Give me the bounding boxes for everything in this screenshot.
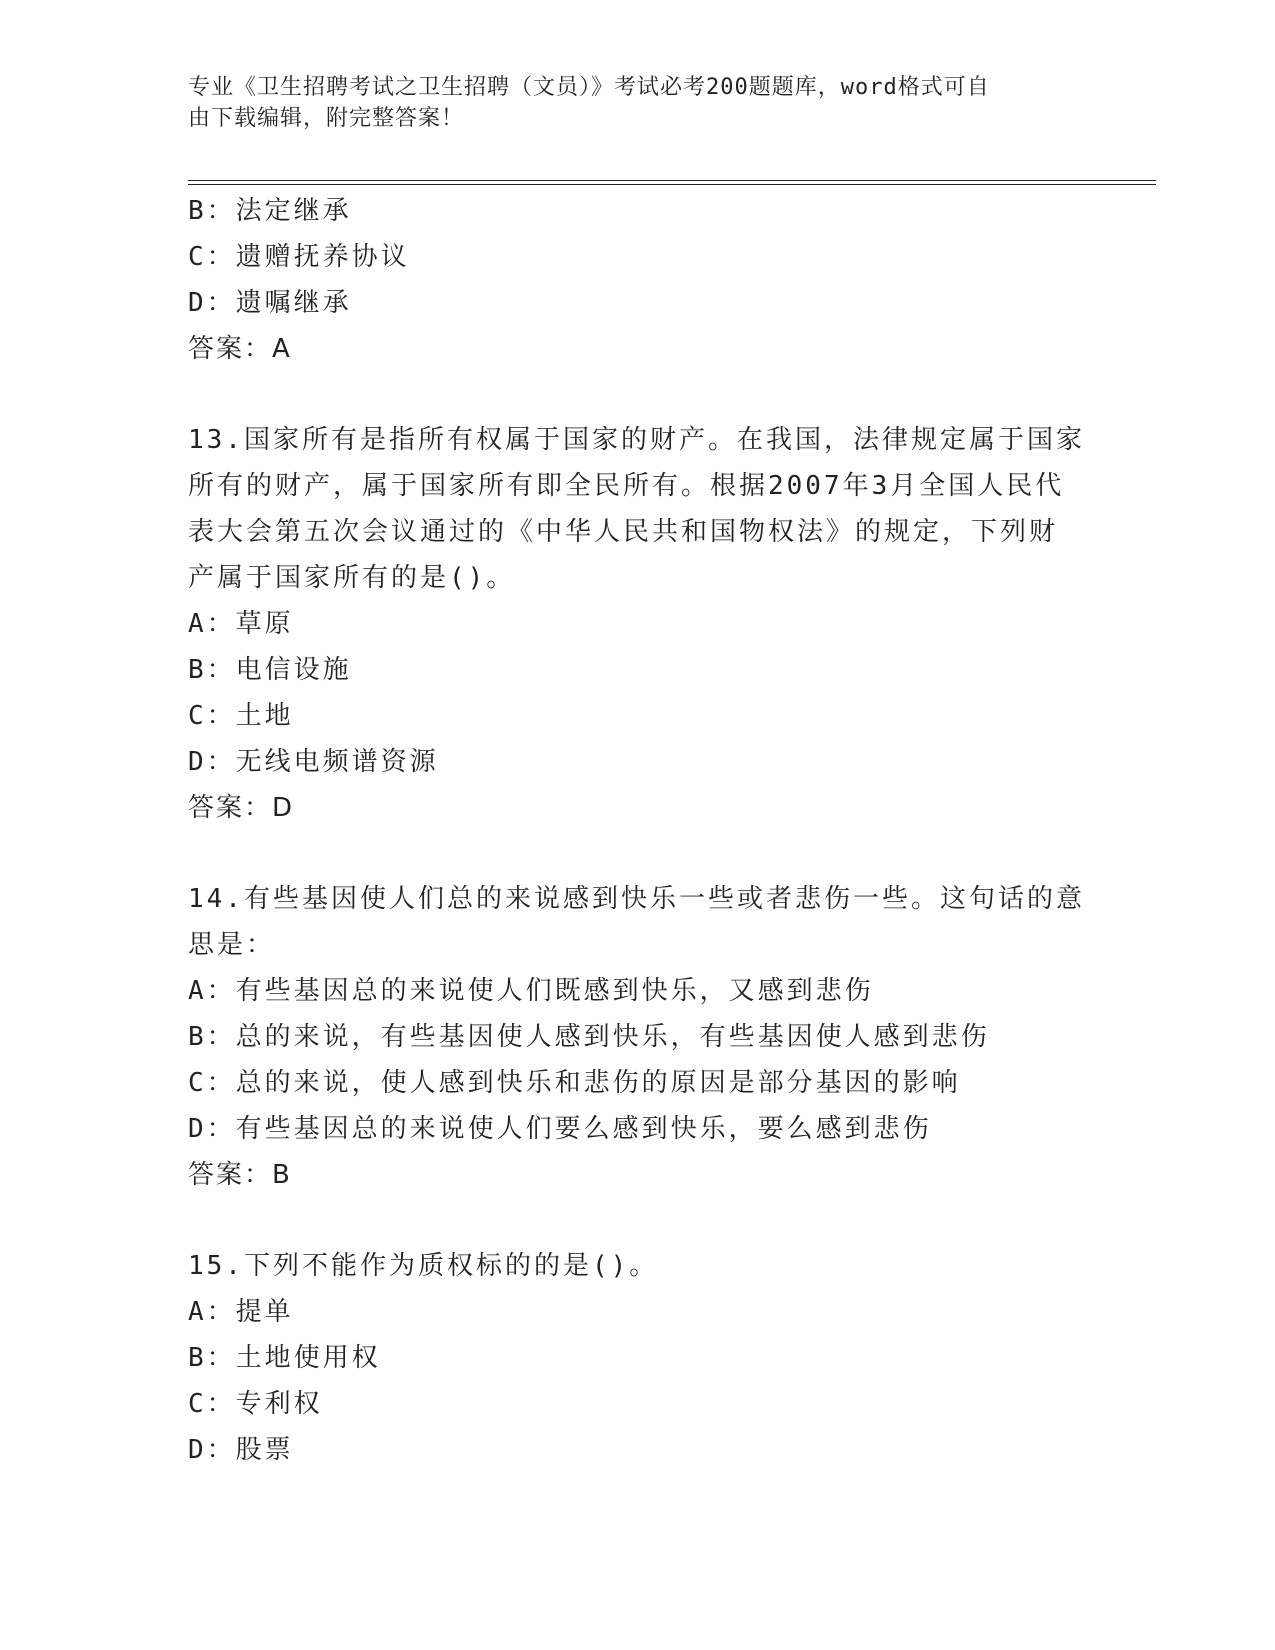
question-text-line: 15.下列不能作为质权标的的是()。 (188, 1251, 659, 1281)
option-a: A：提单 (188, 1297, 294, 1327)
question-14 (188, 876, 1088, 1198)
option-d: D：有些基因总的来说使人们要么感到快乐，要么感到悲伤 (188, 1114, 932, 1144)
answer-line: 答案：A (188, 334, 292, 364)
question-13 (188, 417, 1088, 831)
question-text-line: 14.有些基因使人们总的来说感到快乐一些或者悲伤一些。这句话的意 (188, 884, 1085, 914)
answer-line: 答案：D (188, 793, 295, 823)
option-b: B：电信设施 (188, 655, 352, 685)
header-divider-top (188, 180, 1156, 181)
question-text-line: 思是： (188, 930, 276, 960)
option-b: B：法定继承 (188, 196, 352, 226)
option-c: C：总的来说，使人感到快乐和悲伤的原因是部分基因的影响 (188, 1068, 961, 1098)
question-text-line: 13.国家所有是指所有权属于国家的财产。在我国，法律规定属于国家 (188, 425, 1085, 455)
option-c: C：专利权 (188, 1389, 323, 1419)
header-line-2: 由下载编辑，附完整答案！ (188, 106, 465, 131)
answer-line: 答案：B (188, 1160, 292, 1190)
question-text-line: 表大会第五次会议通过的《中华人民共和国物权法》的规定，下列财 (188, 517, 1059, 547)
header-divider-bottom (188, 184, 1156, 185)
option-a: A：有些基因总的来说使人们既感到快乐，又感到悲伤 (188, 976, 874, 1006)
option-b: B：总的来说，有些基因使人感到快乐，有些基因使人感到悲伤 (188, 1022, 990, 1052)
question-text-line: 产属于国家所有的是()。 (188, 563, 516, 593)
question-content (188, 188, 1088, 1473)
option-d: D：遗嘱继承 (188, 288, 352, 318)
option-b: B：土地使用权 (188, 1343, 381, 1373)
question-15 (188, 1243, 1088, 1473)
question-text-line: 所有的财产，属于国家所有即全民所有。根据2007年3月全国人民代 (188, 471, 1065, 501)
header-line-1: 专业《卫生招聘考试之卫生招聘（文员）》考试必考200题题库，word格式可自 (188, 75, 990, 100)
option-d: D：股票 (188, 1435, 294, 1465)
option-c: C：土地 (188, 701, 294, 731)
option-a: A：草原 (188, 609, 294, 639)
document-header (188, 72, 1088, 134)
previous-question-tail (188, 188, 1088, 372)
option-c: C：遗赠抚养协议 (188, 242, 410, 272)
option-d: D：无线电频谱资源 (188, 747, 439, 777)
